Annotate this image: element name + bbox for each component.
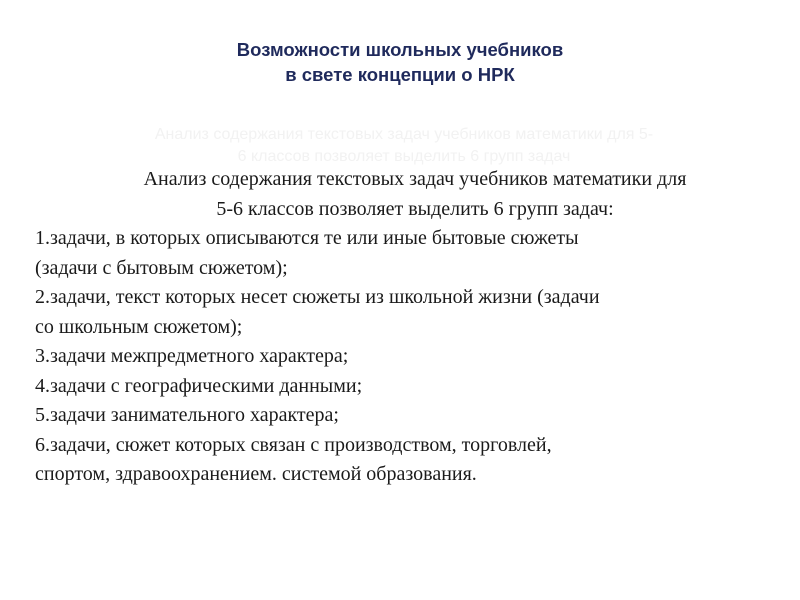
intro-line-1: Анализ содержания текстовых задач учебников математики для — [143, 168, 687, 190]
task-group-list — [35, 224, 795, 490]
list-item — [35, 431, 795, 490]
list-item-line: спортом, здравоохранением. системой образования. — [35, 463, 477, 485]
list-item-line: 4.задачи с географическими данными; — [35, 374, 363, 397]
faded-text-line-2: 6 классов позволяет выделить 6 групп задач — [237, 148, 571, 165]
list-item-line: 5.задачи занимательного характера; — [35, 404, 339, 426]
slide-title-line-1: Возможности школьных учебников — [236, 39, 564, 60]
list-item-line: (задачи с бытовым сюжетом); — [35, 256, 288, 279]
intro-paragraph — [35, 165, 795, 224]
intro-line-2: 5-6 классов позволяет выделить 6 групп задач: — [216, 197, 614, 220]
faded-background-text — [24, 124, 784, 168]
slide-body — [35, 165, 795, 490]
list-item — [35, 401, 795, 431]
slide-title-line-2: в свете концепции о НРК — [285, 64, 515, 85]
list-item-line: 1.задачи, в которых описываются те или иные бытовые сюжеты — [35, 227, 579, 249]
list-item-line: 2.задачи, текст которых несет сюжеты из школьной жизни (задачи — [35, 286, 600, 308]
slide-title — [0, 37, 800, 87]
list-item-line: 6.задачи, сюжет которых связан с производством, торговлей, — [35, 433, 552, 456]
list-item — [35, 224, 795, 283]
list-item — [35, 283, 795, 342]
faded-text-line-1: Анализ содержания текстовых задач учебников математики для 5- — [154, 126, 654, 143]
list-item-line: 3.задачи межпредметного характера; — [35, 345, 349, 367]
list-item — [35, 342, 795, 372]
list-item — [35, 372, 795, 402]
list-item-line: со школьным сюжетом); — [35, 315, 243, 338]
